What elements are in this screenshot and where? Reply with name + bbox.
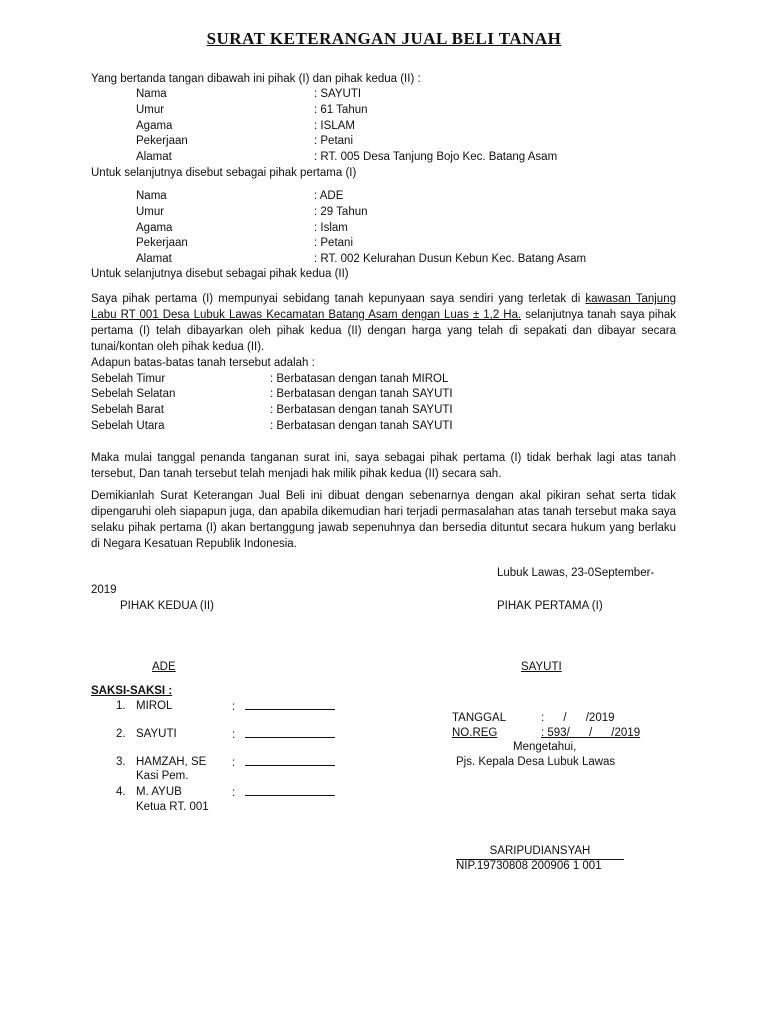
transfer-paragraph: Maka mulai tanggal penanda tanganan surat ini, saya sebagai pihak pertama (I) tidak berhak lagi atas tanah tersebut, Dan tanah tersebut telah menjadi hak milik pihak kedua (II) secara sah. [91,452,676,480]
party-1-name-value: : SAYUTI [314,88,362,100]
document-title: SURAT KETERANGAN JUAL BELI TANAH [206,29,562,48]
boundary-value: : Berbatasan dengan tanah MIROL [270,373,449,385]
party-1-religion-label: Agama [136,120,173,132]
party-2-religion-value: : Islam [314,222,348,234]
party-1-address-label: Alamat [136,151,172,163]
witness-signature-line: : [232,699,335,715]
party-1-age-label: Umur [136,104,165,116]
party-2-note: Untuk selanjutnya disebut sebagai pihak kedua (II) [91,268,349,280]
place-date: Lubuk Lawas, 23-0September- [497,567,655,579]
boundary-value: : Berbatasan dengan tanah SAYUTI [270,404,453,416]
registration-number-label: NO.REG [452,727,498,739]
signature-label-party-2: PIHAK KEDUA (II) [120,600,214,612]
registration-date-value: : / /2019 [541,712,615,724]
land-paragraph-intro: Saya pihak pertama (I) mempunyai sebidang tanah kepunyaan saya sendiri yang terletak di [91,293,586,305]
witness-signature-line: : [232,785,335,801]
land-payment-text: selanjutnya tanah saya pihak pertama (I) telah dibayarkan oleh pihak kedua (II) dengan harga yang telah di sepakati dan dibayar secara tunai/kontan oleh pihak kedua (II). [91,309,677,353]
boundary-value: : Berbatasan dengan tanah SAYUTI [270,388,453,400]
witness-name: HAMZAH, SE [136,756,207,768]
party-1-address-value: : RT. 005 Desa Tanjung Bojo Kec. Batang Asam [314,151,558,163]
registration-number-value: : 593/ / /2019 [541,727,641,739]
date-year: 2019 [91,584,117,596]
witness-name: MIROL [136,700,173,712]
signature-label-party-1: PIHAK PERTAMA (I) [497,600,603,612]
party-2-name-value: : ADE [314,190,344,202]
land-location: kawasan Tanjung Labu RT 001 Desa Lubuk Lawas Kecamatan Batang Asam dengan Luas ± 1,2 Ha. [91,293,676,321]
party-2-age-label: Umur [136,206,165,218]
party-1-job-value: : Petani [314,135,353,147]
party-1-name-label: Nama [136,88,167,100]
acknowledged-text: Mengetahui, [513,741,577,753]
boundary-value: : Berbatasan dengan tanah SAYUTI [270,420,453,432]
witness-title: Kasi Pem. [136,770,189,782]
party-2-job-label: Pekerjaan [136,237,188,249]
land-paragraph [91,291,676,355]
signature-name-party-1: SAYUTI [521,661,562,673]
party-2-address-value: : RT. 002 Kelurahan Dusun Kebun Kec. Batang Asam [314,253,587,265]
witness-signature-line: : [232,727,335,743]
village-head-title: Pjs. Kepala Desa Lubuk Lawas [456,756,616,768]
witness-name: SAYUTI [136,728,177,740]
witness-number: 3. [116,756,126,768]
closing-paragraph: Demikianlah Surat Keterangan Jual Beli ini dibuat dengan sebenarnya dengan akal pikiran sehat serta tidak dipengaruhi oleh siapapun juga, dan apabila dikemudian hari terjadi permasalahan atas tanah tersebut maka saya selaku pihak pertama (I) akan bertanggung jawab sepenuhnya dan bersedia dituntut secara hukum yang berlaku di Negara Kesatuan Republik Indonesia. [91,490,676,550]
boundaries-intro: Adapun batas-batas tanah tersebut adalah : [91,357,315,369]
official-nip: NIP.19730808 200906 1 001 [456,860,602,872]
party-1-note: Untuk selanjutnya disebut sebagai pihak pertama (I) [91,167,357,179]
witness-number: 4. [116,786,126,798]
boundary-side: Sebelah Timur [91,373,166,385]
party-1-age-value: : 61 Tahun [314,104,368,116]
witness-signature-line: : [232,755,335,771]
registration-date-label: TANGGAL [452,712,507,724]
party-1-job-label: Pekerjaan [136,135,188,147]
party-2-religion-label: Agama [136,222,173,234]
party-1-religion-value: : ISLAM [314,120,355,132]
intro-text: Yang bertanda tangan dibawah ini pihak (I) dan pihak kedua (II) : [91,73,421,85]
signature-name-party-2: ADE [152,661,176,673]
witness-number: 2. [116,728,126,740]
party-2-address-label: Alamat [136,253,172,265]
boundary-side: Sebelah Utara [91,420,165,432]
boundary-side: Sebelah Barat [91,404,164,416]
witness-name: M. AYUB [136,786,182,798]
witnesses-title: SAKSI-SAKSI : [91,685,173,697]
party-2-name-label: Nama [136,190,167,202]
party-2-job-value: : Petani [314,237,353,249]
party-2-age-value: : 29 Tahun [314,206,368,218]
official-name: SARIPUDIANSYAH [456,844,624,860]
boundary-side: Sebelah Selatan [91,388,176,400]
witness-title: Ketua RT. 001 [136,801,209,813]
witness-number: 1. [116,700,126,712]
